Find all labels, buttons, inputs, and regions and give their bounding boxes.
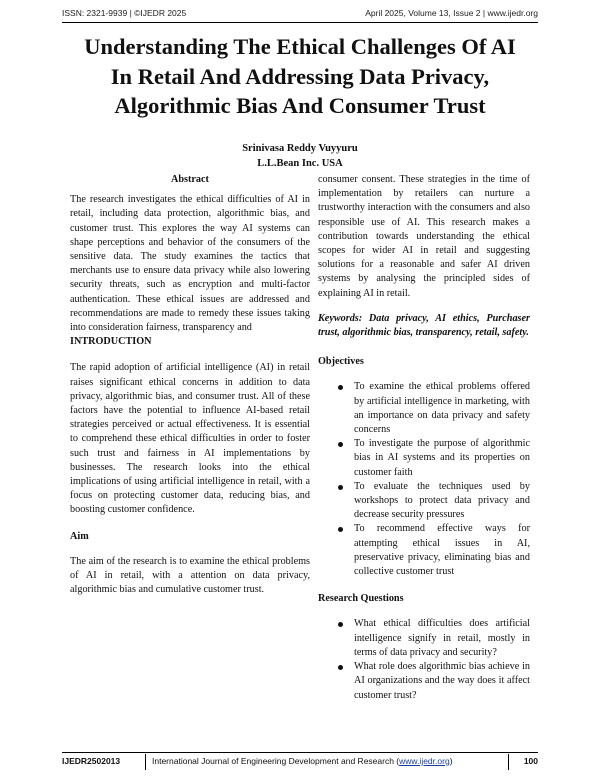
header-rule (62, 22, 538, 23)
abstract-text: The research investigates the ethical difficulties of AI in retail, including data protection, algorithmic bias, and customer trust. This explores the way AI systems can shape perceptions and behavior of the consumers of the sensitive data. The study examines the tactics that merchants use to ensure data privacy while also lowering security threats, such as encryption and multi-factor authentication. These ethical issues are addressed and recommendations are made to remedy these issues taking into consideration fairness, transparency and (70, 194, 310, 334)
author-name: Srinivasa Reddy Vuyyuru (242, 143, 358, 154)
bullet-icon (338, 665, 343, 670)
research-questions-list (318, 617, 530, 702)
keywords: Keywords: Data privacy, AI ethics, Purchaser trust, algorithmic bias, transparency, retail, safety. (318, 312, 530, 339)
bullet-icon (338, 385, 343, 390)
objectives-list (318, 380, 530, 579)
research-question-item: What ethical difficulties does artificial intelligence signify in retail, mostly in terms of data privacy and security? (318, 617, 530, 660)
objective-item: To investigate the purpose of algorithmic bias in AI systems and its properties on customer faith (318, 437, 530, 480)
research-question-item: What role does algorithmic bias achieve in AI organizations and the way does it affect customer trust? (318, 660, 530, 703)
author-block (0, 141, 600, 171)
footer-rule (62, 752, 538, 753)
objective-item: To evaluate the techniques used by workshops to protect data privacy and decrease security pressures (318, 480, 530, 523)
bullet-icon (338, 485, 343, 490)
introduction-text: The rapid adoption of artificial intelligence (AI) in retail raises significant ethical concerns in addition to data privacy, algorithmic bias, and consumer trust. All of these factors have the potential to influence AI-based retail strategies perceived or actual effectiveness. It is essential to comprehend these ethical difficulties in order to foster such trust and fairness in AI implementations by businesses. The research looks into the ethical implications of using artificial intelligence in retail, with a focus on protecting customer data, reducing bias, and boosting customer confidence. (70, 362, 310, 516)
paper-id: IJEDR2502013 (62, 756, 121, 766)
page-number: 100 (523, 756, 538, 766)
right-column (318, 173, 530, 703)
title-line-3: Algorithmic Bias And Consumer Trust (114, 93, 486, 118)
bullet-icon (338, 442, 343, 447)
journal-name: International Journal of Engineering Development and Research (www.ijedr.org) (152, 756, 453, 766)
abstract-continued: consumer consent. These strategies in the time of implementation by retailers can nurture a trustworthy interaction with the consumers and also responsible use of AI. This research makes a contribution towards understanding the ethical scopes for wider AI in retail and suggesting solutions for a reasonable and safer AI driven systems by analysing the principled sides of explaining AI in retail. (318, 174, 530, 299)
header-issue: April 2025, Volume 13, Issue 2 | www.ijedr.org (365, 8, 538, 18)
author-affiliation: L.L.Bean Inc. USA (257, 158, 343, 169)
running-footer (62, 756, 538, 770)
objective-item: To recommend effective ways for attempting ethical issues in AI, preservative privacy, eliminating bias and collective customer trust (318, 522, 530, 579)
title-line-2: In Retail And Addressing Data Privacy, (110, 63, 490, 89)
aim-heading: Aim (70, 530, 89, 542)
title-line-1: Understanding The Ethical Challenges Of AI (84, 34, 516, 59)
bullet-icon (338, 622, 343, 627)
paper-title (40, 32, 560, 121)
running-header (62, 8, 538, 22)
journal-link[interactable]: www.ijedr.org (399, 756, 450, 766)
aim-text: The aim of the research is to examine the ethical problems of AI in retail, with a attention on data privacy, algorithmic bias and cumulative customer trust. (70, 555, 310, 596)
objectives-heading: Objectives (318, 356, 364, 368)
bullet-icon (338, 527, 343, 532)
introduction-heading: INTRODUCTION (70, 336, 152, 348)
header-issn: ISSN: 2321-9939 | ©IJEDR 2025 (62, 8, 187, 18)
research-questions-heading: Research Questions (318, 593, 404, 605)
abstract-heading: Abstract (171, 174, 209, 185)
objective-item: To examine the ethical problems offered by artificial intelligence in marketing, with an importance on data privacy and safety concerns (318, 380, 530, 437)
left-column (70, 173, 310, 597)
